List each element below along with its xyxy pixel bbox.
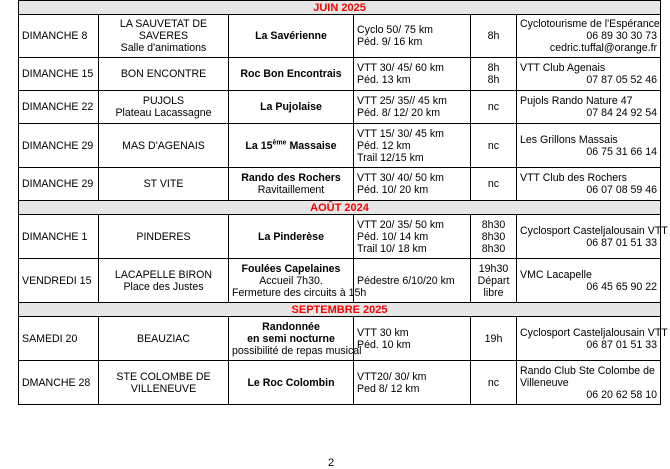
table-row — [19, 91, 661, 124]
event-location: BON ENCONTRE — [99, 58, 229, 91]
month-header-august: AOÛT 2024 — [19, 201, 661, 215]
event-distances: VTT 20/ 35/ 50 km Péd. 10/ 14 km Trail 10/ 18 km — [354, 215, 471, 259]
event-date: DIMANCHE 29 — [19, 124, 99, 168]
event-name: La Savérienne — [229, 15, 354, 58]
month-header-row — [19, 303, 661, 317]
table-row — [19, 259, 661, 303]
event-distances: VTT 30/ 45/ 60 km Péd. 13 km — [354, 58, 471, 91]
event-organizer: Cyclotourisme de l'Espérance 06 89 30 30 73 cedric.tuffal@orange.fr — [517, 15, 661, 58]
event-location: PUJOLS Plateau Lacassagne — [99, 91, 229, 124]
table-row — [19, 15, 661, 58]
event-name: Le Roc Colombin — [229, 361, 354, 405]
event-location: MAS D'AGENAIS — [99, 124, 229, 168]
event-distances: VTT 30 km Péd. 10 km — [354, 317, 471, 361]
event-location: STE COLOMBE DE VILLENEUVE — [99, 361, 229, 405]
event-name: La 15ème Massaise — [229, 124, 354, 168]
event-organizer: VTT Club des Rochers 06 07 08 59 46 — [517, 168, 661, 201]
event-distances: VTT 15/ 30/ 45 km Péd. 12 km Trail 12/15 km — [354, 124, 471, 168]
table-row — [19, 168, 661, 201]
event-organizer: Rando Club Ste Colombe de Villeneuve 06 20 62 58 10 — [517, 361, 661, 405]
month-header-row — [19, 1, 661, 15]
event-organizer: Cyclosport Casteljalousain VTT 06 87 01 51 33 — [517, 317, 661, 361]
event-location: LACAPELLE BIRON Place des Justes — [99, 259, 229, 303]
month-header-june: JUIN 2025 — [19, 1, 661, 15]
organizer-email: cedric.tuffal@orange.fr — [549, 42, 658, 54]
event-date: DMANCHE 28 — [19, 361, 99, 405]
event-date: DIMANCHE 15 — [19, 58, 99, 91]
event-name: Foulées Capelaines Accueil 7h30. Fermeture des circuits à 15h — [229, 259, 354, 303]
event-date: DIMANCHE 1 — [19, 215, 99, 259]
event-organizer: VMC Lacapelle 06 45 65 90 22 — [517, 259, 661, 303]
event-distances: VTT20/ 30/ km Ped 8/ 12 km — [354, 361, 471, 405]
event-name: La Pujolaise — [229, 91, 354, 124]
event-organizer: Pujols Rando Nature 47 07 84 24 92 54 — [517, 91, 661, 124]
event-start-time: nc — [471, 361, 517, 405]
event-location: LA SAUVETAT DE SAVERES Salle d'animations — [99, 15, 229, 58]
event-location: PINDERES — [99, 215, 229, 259]
event-name: Randonnée en semi nocturne possibilité de repas musical — [229, 317, 354, 361]
event-start-time: 8h — [471, 15, 517, 58]
event-start-time: 19h30 Départ libre — [471, 259, 517, 303]
event-start-time: 8h 8h — [471, 58, 517, 91]
event-distances: Pédestre 6/10/20 km — [354, 259, 471, 303]
table-row — [19, 317, 661, 361]
event-date: DIMANCHE 29 — [19, 168, 99, 201]
event-date: VENDREDI 15 — [19, 259, 99, 303]
event-organizer: VTT Club Agenais 07 87 05 52 46 — [517, 58, 661, 91]
event-start-time: nc — [471, 91, 517, 124]
event-distances: VTT 25/ 35// 45 km Péd. 8/ 12/ 20 km — [354, 91, 471, 124]
event-organizer: Cyclosport Casteljalousain VTT 06 87 01 51 33 — [517, 215, 661, 259]
event-name: Roc Bon Encontrais — [229, 58, 354, 91]
event-schedule-table — [18, 0, 668, 405]
event-name: La Pinderèse — [229, 215, 354, 259]
table-row — [19, 361, 661, 405]
table-row — [19, 58, 661, 91]
event-start-time: 8h30 8h30 8h30 — [471, 215, 517, 259]
event-date: DIMANCHE 8 — [19, 15, 99, 58]
table-row — [19, 215, 661, 259]
event-date: SAMEDI 20 — [19, 317, 99, 361]
event-start-time: 19h — [471, 317, 517, 361]
event-date: DIMANCHE 22 — [19, 91, 99, 124]
event-organizer: Les Grillons Massais 06 75 31 66 14 — [517, 124, 661, 168]
event-location: ST VITE — [99, 168, 229, 201]
event-start-time: nc — [471, 168, 517, 201]
table-row — [19, 124, 661, 168]
month-header-row — [19, 201, 661, 215]
month-header-september: SEPTEMBRE 2025 — [19, 303, 661, 317]
event-location: BEAUZIAC — [99, 317, 229, 361]
event-distances: Cyclo 50/ 75 km Péd. 9/ 16 km — [354, 15, 471, 58]
event-name: Rando des Rochers Ravitaillement — [229, 168, 354, 201]
event-distances: VTT 30/ 40/ 50 km Péd. 10/ 20 km — [354, 168, 471, 201]
page-number: 2 — [328, 457, 335, 469]
event-start-time: nc — [471, 124, 517, 168]
